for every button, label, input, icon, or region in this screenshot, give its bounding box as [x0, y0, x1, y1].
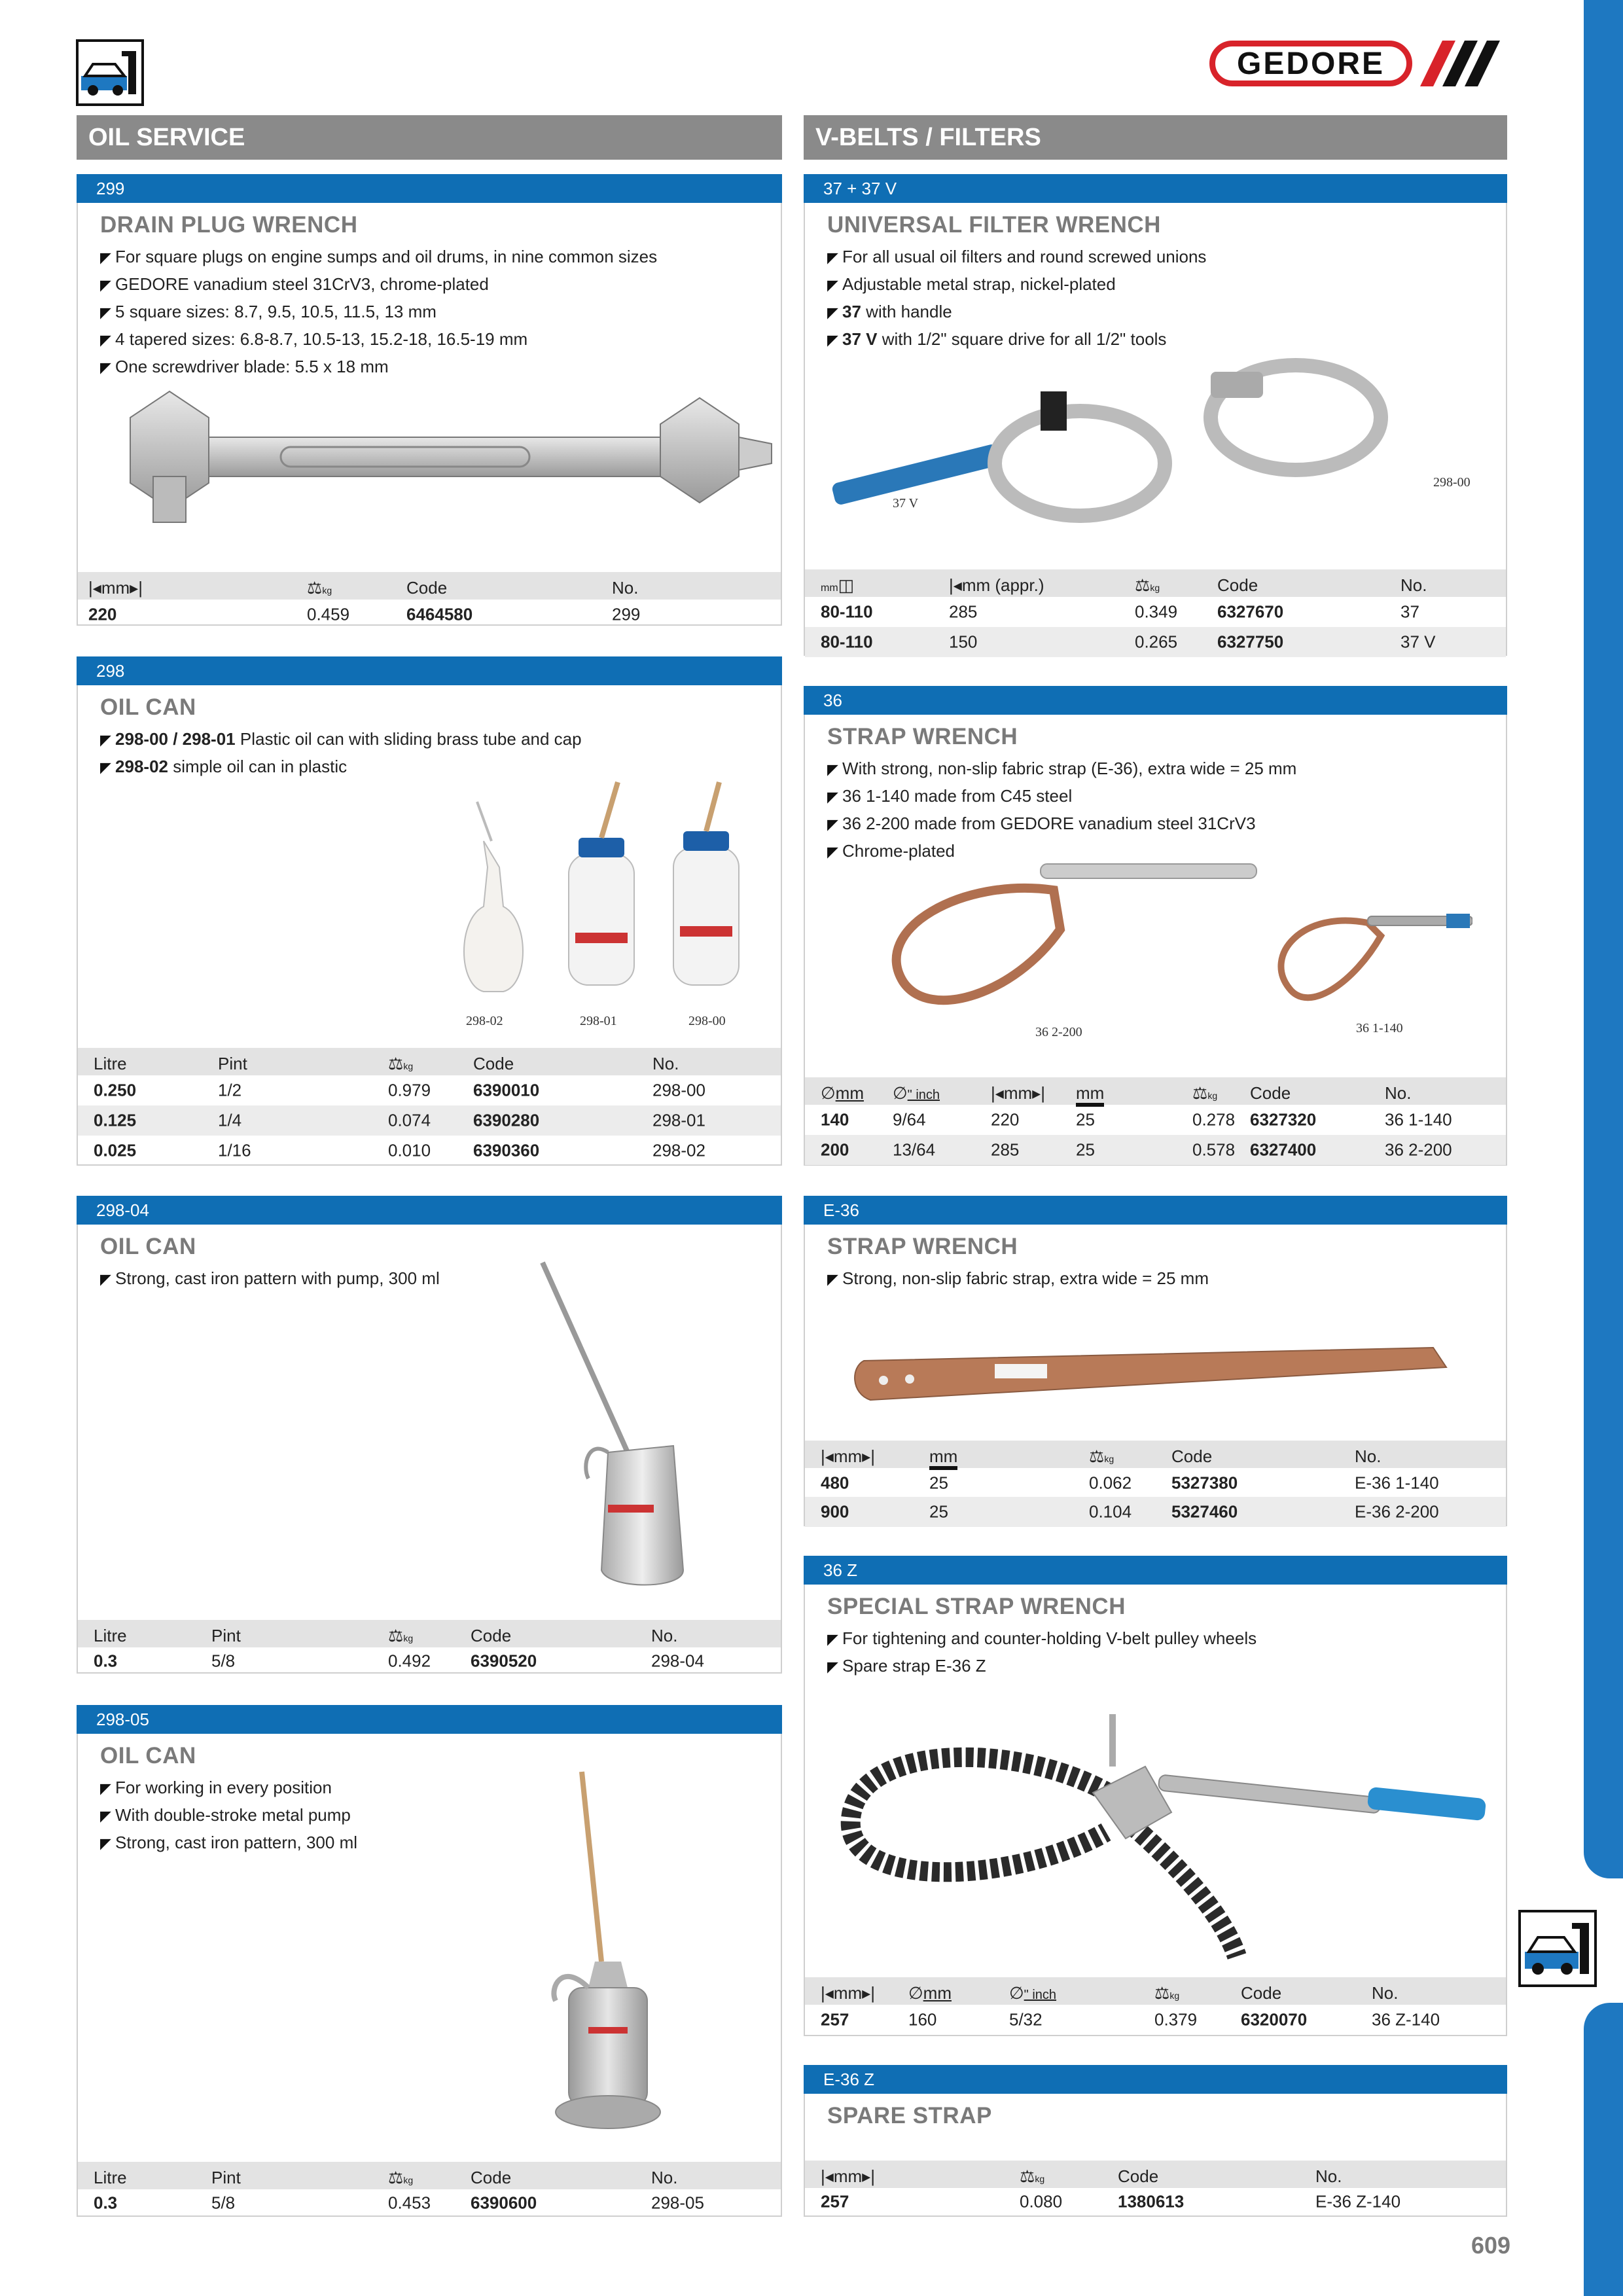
header-cell: Code — [1171, 1446, 1213, 1466]
table-row: 0.3 5/8 0.492 6390520 298-04 — [94, 1651, 704, 1671]
table-row: 480 25 0.062 5327380 E-36 1-140 — [821, 1473, 1439, 1493]
header-cell: No. — [612, 578, 639, 598]
page-number: 609 — [1471, 2232, 1511, 2259]
diameter-inch-icon: ∅" inch — [893, 1083, 940, 1103]
product-code-bar: E-36 — [804, 1196, 1507, 1225]
image-caption: 298-00 — [1433, 475, 1471, 490]
product-title: OIL CAN — [100, 694, 196, 720]
diameter-icon: ∅mm — [821, 1083, 864, 1103]
car-service-icon — [76, 39, 144, 106]
feature-item: ◤ Adjustable metal strap, nickel-plated — [827, 271, 1206, 298]
table-header — [78, 572, 781, 600]
side-tab-lower — [1584, 2003, 1623, 2296]
feature-item: ◤ 37 with handle — [827, 298, 1206, 326]
feature-item: ◤ Strong, cast iron pattern with pump, 300 ml — [100, 1265, 440, 1293]
feature-item: ◤ For working in every position — [100, 1774, 357, 1802]
product-card-universal-filter-wrench — [804, 174, 1507, 656]
header-cell: Code — [1241, 1983, 1282, 2003]
header-cell: Code — [406, 578, 448, 598]
header-cell: Code — [471, 1626, 512, 1645]
feature-item: ◤ One screwdriver blade: 5.5 x 18 mm — [100, 353, 657, 381]
product-title: UNIVERSAL FILTER WRENCH — [827, 212, 1161, 238]
table-row: 257 160 5/32 0.379 6320070 36 Z-140 — [821, 2009, 1440, 2030]
header-cell: Code — [471, 2168, 512, 2187]
weight-icon: ⚖kg — [1192, 1083, 1218, 1103]
length-icon: |◂mm (appr.) — [949, 575, 1044, 595]
diameter-icon: mm◫ — [821, 575, 855, 595]
header-cell: Code — [1250, 1083, 1291, 1103]
product-code-bar: 37 + 37 V — [804, 174, 1507, 203]
product-title: OIL CAN — [100, 1234, 196, 1259]
length-icon: |◂mm▸| — [821, 1983, 875, 2003]
header-cell: No. — [1315, 2166, 1342, 2186]
product-code-bar: 299 — [77, 174, 782, 203]
weight-icon: ⚖kg — [388, 1054, 414, 1073]
weight-icon: ⚖kg — [1089, 1446, 1115, 1466]
strap-wrench-image — [883, 851, 1472, 1041]
cell: 6464580 — [406, 604, 473, 624]
feature-item: ◤ Spare strap E-36 Z — [827, 1653, 1257, 1680]
width-icon: mm — [929, 1446, 957, 1467]
table-row: 140 9/64 220 25 0.278 6327320 36 1-140 — [821, 1109, 1452, 1130]
feature-item: ◤ 298-00 / 298-01 Plastic oil can with sliding brass tube and cap — [100, 726, 582, 753]
product-card-spare-strap — [804, 2065, 1507, 2217]
table-row: 257 0.080 1380613 E-36 Z-140 — [821, 2191, 1401, 2212]
feature-list — [827, 755, 1296, 865]
table-row: 80-110 285 0.349 6327670 37 — [821, 601, 1419, 622]
weight-icon: ⚖kg — [388, 1626, 414, 1645]
product-card-special-strap-wrench — [804, 1556, 1507, 2036]
feature-list — [827, 1625, 1257, 1680]
brand-name: GEDORE — [1236, 46, 1385, 81]
feature-item: ◤ For square plugs on engine sumps and oil drums, in nine common sizes — [100, 243, 657, 271]
header-cell: Litre — [94, 2168, 127, 2187]
oil-cans-image — [431, 776, 772, 1011]
header-cell: Litre — [94, 1626, 127, 1645]
car-service-icon-side — [1518, 1910, 1597, 1987]
feature-list — [100, 1265, 440, 1293]
side-tab-upper — [1584, 0, 1623, 1878]
table-row: 0.125 1/4 0.074 6390280 298-01 — [78, 1105, 781, 1136]
table-header — [78, 1620, 781, 1647]
product-card-oil-can-298-05 — [77, 1705, 782, 2217]
header-cell: No. — [1400, 575, 1427, 595]
feature-item: ◤ Strong, cast iron pattern, 300 ml — [100, 1829, 357, 1857]
feature-item: ◤ 5 square sizes: 8.7, 9.5, 10.5, 11.5, 13 mm — [100, 298, 657, 326]
feature-list — [827, 243, 1206, 353]
diameter-inch-icon: ∅" inch — [1009, 1983, 1057, 2003]
feature-item: ◤ 37 V with 1/2" square drive for all 1/2" tools — [827, 326, 1206, 353]
header-cell: Pint — [211, 1626, 241, 1645]
product-title: SPECIAL STRAP WRENCH — [827, 1594, 1126, 1619]
header-cell: Code — [1118, 2166, 1159, 2186]
feature-item: ◤ GEDORE vanadium steel 31CrV3, chrome-plated — [100, 271, 657, 298]
product-code-bar: 298-05 — [77, 1705, 782, 1734]
section-header-vbelts-filters: V-BELTS / FILTERS — [804, 115, 1507, 160]
feature-item: ◤ Chrome-plated — [827, 838, 1296, 865]
header-cell: No. — [1385, 1083, 1412, 1103]
product-title: DRAIN PLUG WRENCH — [100, 212, 358, 238]
product-card-strap-wrench-e36 — [804, 1196, 1507, 1526]
length-icon: |◂mm▸| — [991, 1083, 1045, 1103]
product-card-drain-plug-wrench — [77, 174, 782, 626]
feature-item: ◤ For all usual oil filters and round screwed unions — [827, 243, 1206, 271]
header-cell: Litre — [94, 1054, 127, 1073]
width-icon: mm — [1076, 1083, 1104, 1103]
header-cell: No. — [1372, 1983, 1399, 2003]
table-row: 0.3 5/8 0.453 6390600 298-05 — [94, 2193, 704, 2213]
header-cell: Pint — [211, 2168, 241, 2187]
feature-list — [100, 243, 657, 381]
table-row — [78, 600, 781, 630]
feature-list — [827, 1265, 1209, 1293]
product-card-oil-can-298 — [77, 656, 782, 1166]
product-code-bar: 298 — [77, 656, 782, 685]
table-header — [78, 2162, 781, 2189]
table-row: 200 13/64 285 25 0.578 6327400 36 2-200 — [805, 1135, 1506, 1165]
weight-icon: ⚖kg — [1154, 1983, 1180, 2003]
product-card-oil-can-298-04 — [77, 1196, 782, 1674]
product-title: SPARE STRAP — [827, 2103, 992, 2128]
table-row: 0.250 1/2 0.979 6390010 298-00 — [94, 1080, 705, 1100]
image-caption: 298-01 — [580, 1014, 617, 1028]
product-card-strap-wrench-36 — [804, 686, 1507, 1166]
header-cell: No. — [651, 1626, 678, 1645]
diameter-icon: ∅mm — [908, 1983, 952, 2003]
table-header — [805, 1441, 1506, 1468]
table-header — [805, 569, 1506, 597]
table-header — [78, 1048, 781, 1075]
image-caption: 298-00 — [688, 1014, 726, 1028]
table-header — [805, 1977, 1506, 2005]
product-title: OIL CAN — [100, 1743, 196, 1768]
feature-item: ◤ With strong, non-slip fabric strap (E-36), extra wide = 25 mm — [827, 755, 1296, 783]
table-row: 900 25 0.104 5327460 E-36 2-200 — [805, 1497, 1506, 1527]
cell: 220 — [88, 604, 117, 624]
product-code-bar: 36 — [804, 686, 1507, 715]
gedore-logo — [1209, 41, 1412, 86]
image-caption: 298-02 — [466, 1014, 503, 1028]
table-header — [805, 2161, 1506, 2188]
header-cell: mm — [101, 578, 130, 598]
header-cell: Code — [1217, 575, 1258, 595]
feature-item: ◤ For tightening and counter-holding V-belt pulley wheels — [827, 1625, 1257, 1653]
weight-icon: ⚖kg — [1020, 2166, 1045, 2186]
image-caption: 36 1-140 — [1356, 1021, 1403, 1035]
feature-item: ◤ 36 2-200 made from GEDORE vanadium steel 31CrV3 — [827, 810, 1296, 838]
weight-icon: ⚖kg — [307, 578, 332, 598]
cell: 0.459 — [307, 604, 350, 624]
weight-icon: ⚖kg — [388, 2168, 414, 2187]
product-code-bar: 298-04 — [77, 1196, 782, 1225]
oil-can-double-pump-image — [523, 1765, 719, 2145]
feature-item: ◤ 298-02 simple oil can in plastic — [100, 753, 582, 781]
table-row: 80-110 150 0.265 6327750 37 V — [805, 627, 1506, 657]
drain-plug-wrench-image — [111, 378, 791, 529]
weight-icon: ⚖kg — [1135, 575, 1160, 595]
cell: 299 — [612, 604, 641, 624]
header-cell: No. — [652, 1054, 679, 1073]
logo-slashes-icon — [1420, 41, 1505, 86]
oil-can-pump-image — [510, 1256, 732, 1609]
feature-item: ◤ 4 tapered sizes: 6.8-8.7, 10.5-13, 15.2-18, 16.5-19 mm — [100, 326, 657, 353]
feature-list — [100, 1774, 357, 1857]
header-cell: No. — [651, 2168, 678, 2187]
image-caption: 37 V — [893, 496, 919, 511]
special-strap-wrench-image — [831, 1701, 1492, 1963]
image-caption: 36 2-200 — [1035, 1025, 1082, 1039]
header-cell: Code — [473, 1054, 514, 1073]
product-code-bar: 36 Z — [804, 1556, 1507, 1585]
length-icon: |◂mm▸| — [88, 578, 143, 598]
header-cell: No. — [1355, 1446, 1382, 1466]
feature-item: ◤ 36 1-140 made from C45 steel — [827, 783, 1296, 810]
product-title: STRAP WRENCH — [827, 724, 1018, 749]
header-cell: Pint — [218, 1054, 247, 1073]
filter-wrench-image — [825, 352, 1492, 568]
product-code-bar: E-36 Z — [804, 2065, 1507, 2094]
feature-list — [100, 726, 582, 781]
length-icon: |◂mm▸| — [821, 1446, 875, 1466]
section-header-oil-service: OIL SERVICE — [77, 115, 782, 160]
header-cell: kg — [322, 585, 332, 596]
fabric-strap-image — [844, 1328, 1472, 1420]
table-row: 0.025 1/16 0.010 6390360 298-02 — [94, 1140, 705, 1160]
feature-item: ◤ With double-stroke metal pump — [100, 1802, 357, 1829]
table-header — [805, 1077, 1506, 1105]
product-title: STRAP WRENCH — [827, 1234, 1018, 1259]
length-icon: |◂mm▸| — [821, 2166, 875, 2186]
feature-item: ◤ Strong, non-slip fabric strap, extra wide = 25 mm — [827, 1265, 1209, 1293]
